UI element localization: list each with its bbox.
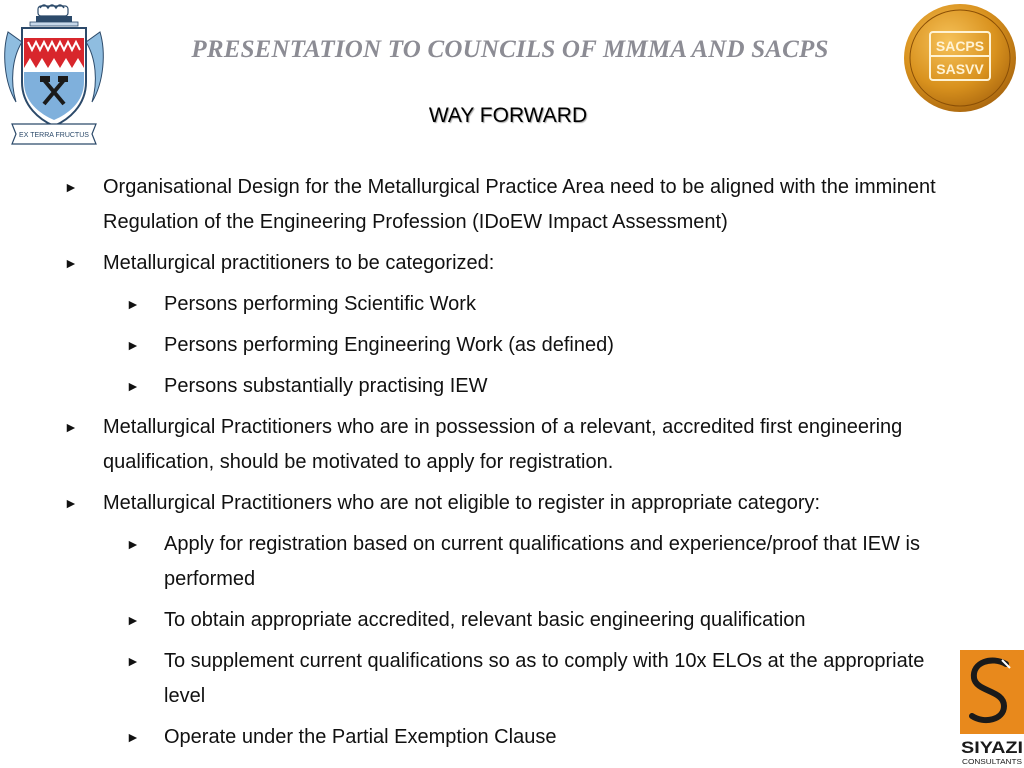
bullet-marker-icon: ► <box>64 255 78 271</box>
bullet-text: Operate under the Partial Exemption Clause <box>164 726 557 748</box>
bullet-marker-icon: ► <box>126 337 140 353</box>
bullet-item <box>0 410 1000 480</box>
sacps-logo <box>902 2 1018 114</box>
sub-bullet-item <box>0 328 1000 363</box>
sacps-logo-line1: SACPS <box>935 38 985 54</box>
sub-bullet-item <box>0 720 1000 755</box>
siyazi-logo-subtitle: CONSULTANTS <box>962 759 1023 766</box>
bullet-marker-icon: ► <box>64 495 78 511</box>
siyazi-logo <box>958 650 1024 768</box>
bullet-marker-icon: ► <box>64 179 78 195</box>
sub-bullet-item <box>0 603 1000 638</box>
crest-motto: EX TERRA FRUCTUS <box>19 132 89 139</box>
bullet-marker-icon: ► <box>64 419 78 435</box>
slide-title: WAY FORWARD <box>428 104 588 127</box>
bullet-item <box>0 170 1000 240</box>
bullet-text: Persons performing Engineering Work (as defined) <box>164 334 614 356</box>
sub-bullet-item <box>0 644 1000 714</box>
presentation-header: PRESENTATION TO COUNCILS OF MMMA AND SACPS <box>191 36 829 63</box>
bullet-text: Metallurgical Practitioners who are in possession of a relevant, accredited first engineering qualification, should be motivated to apply for registration. <box>103 416 903 473</box>
bullet-item <box>0 486 1000 521</box>
bullet-marker-icon: ► <box>126 653 140 669</box>
bullet-marker-icon: ► <box>126 296 140 312</box>
bullet-text: To supplement current qualifications so as to comply with 10x ELOs at the appropriate level <box>164 650 925 707</box>
bullet-text: Metallurgical practitioners to be categorized: <box>103 252 495 274</box>
bullet-text: Persons substantially practising IEW <box>164 375 488 397</box>
bullet-marker-icon: ► <box>126 378 140 394</box>
bullet-list <box>0 170 1000 761</box>
sub-bullet-item <box>0 287 1000 322</box>
siyazi-logo-name: SIYAZI <box>961 738 1023 757</box>
sacps-logo-line2: SASVV <box>936 61 984 77</box>
bullet-marker-icon: ► <box>126 729 140 745</box>
crest-logo <box>2 2 106 152</box>
sub-bullet-item <box>0 527 1000 597</box>
bullet-marker-icon: ► <box>126 612 140 628</box>
bullet-text: Apply for registration based on current qualifications and experience/proof that IEW is performed <box>164 533 920 590</box>
bullet-text: Metallurgical Practitioners who are not eligible to register in appropriate category: <box>103 492 821 514</box>
bullet-text: Organisational Design for the Metallurgical Practice Area need to be aligned with the imminent Regulation of the Engineering Profession (IDoEW Impact Assessment) <box>103 176 936 233</box>
sub-bullet-item <box>0 369 1000 404</box>
bullet-text: Persons performing Scientific Work <box>164 293 476 315</box>
bullet-marker-icon: ► <box>126 536 140 552</box>
bullet-text: To obtain appropriate accredited, relevant basic engineering qualification <box>164 609 806 631</box>
bullet-item <box>0 246 1000 281</box>
